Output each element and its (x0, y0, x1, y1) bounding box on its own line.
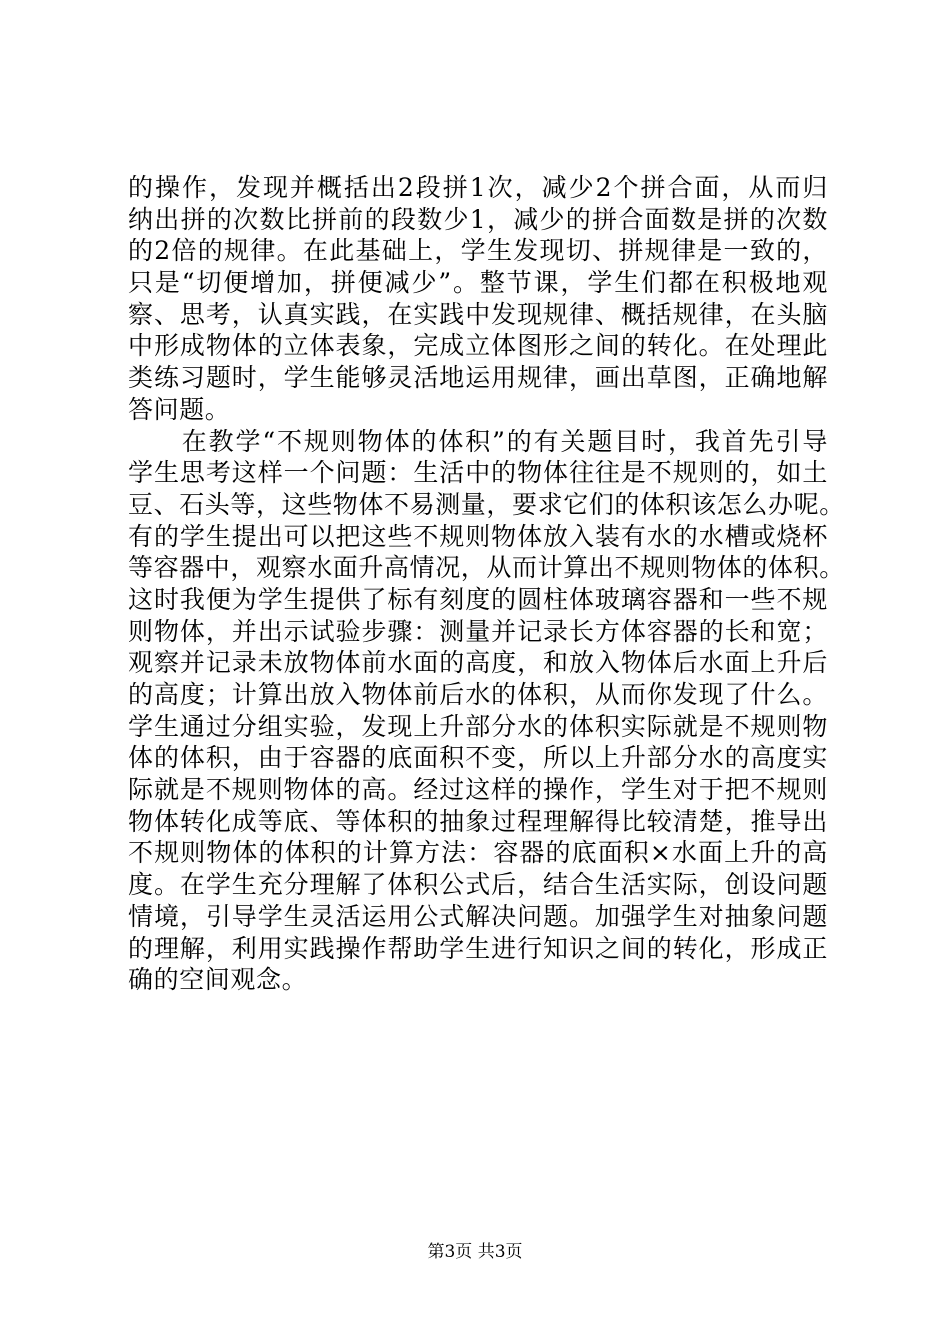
text-line: 的操作，发现并概括出2段拼1次，减少2个拼合面，从而归 (128, 173, 828, 202)
text-line: 的高度；计算出放入物体前后水的体积，从而你发现了什么。 (128, 680, 828, 709)
text-line: 则物体，并出示试验步骤：测量并记录长方体容器的长和宽； (128, 616, 828, 646)
text-line: 确的空间观念。 (128, 965, 308, 995)
text-line: 的理解，利用实践操作帮助学生进行知识之间的转化，形成正 (128, 933, 828, 963)
text-line: 类练习题时，学生能够灵活地运用规律，画出草图，正确地解 (128, 363, 828, 393)
text-line: 在教学“不规则物体的体积”的有关题目时，我首先引导 (128, 426, 828, 456)
text-line: 物体转化成等底、等体积的抽象过程理解得比较清楚，推导出 (128, 806, 828, 836)
text-line: 度。在学生充分理解了体积公式后，结合生活实际，创设问题 (128, 870, 828, 900)
text-line: 答问题。 (128, 394, 231, 424)
page-number-label: 第3页 共3页 (427, 1242, 523, 1262)
text-line: 观察并记录未放物体前水面的高度，和放入物体后水面上升后 (128, 648, 828, 678)
text-line: 中形成物体的立体表象，完成立体图形之间的转化。在处理此 (128, 331, 828, 361)
text-line: 等容器中，观察水面升高情况，从而计算出不规则物体的体积。 (128, 553, 845, 583)
text-line: 学生思考这样一个问题：生活中的物体往往是不规则的，如土 (128, 458, 828, 488)
text-line: 察、思考，认真实践，在实践中发现规律、概括规律，在头脑 (128, 299, 828, 329)
paragraph-2 (128, 426, 845, 996)
body-text (128, 172, 845, 996)
page-footer (0, 1240, 950, 1264)
text-line: 豆、石头等，这些物体不易测量，要求它们的体积该怎么办呢。 (128, 489, 845, 519)
text-line: 不规则物体的体积的计算方法：容器的底面积×水面上升的高 (128, 838, 828, 868)
text-line: 有的学生提出可以把这些不规则物体放入装有水的水槽或烧杯 (128, 521, 828, 551)
text-line: 纳出拼的次数比拼前的段数少1，减少的拼合面数是拼的次数 (128, 204, 828, 234)
text-line: 只是“切便增加，拼便减少”。整节课，学生们都在积极地观 (128, 268, 828, 298)
text-line: 学生通过分组实验，发现上升部分水的体积实际就是不规则物 (128, 711, 828, 741)
paragraph-1 (128, 172, 828, 426)
text-line: 体的体积，由于容器的底面积不变，所以上升部分水的高度实 (128, 743, 828, 773)
text-line: 的2倍的规律。在此基础上，学生发现切、拼规律是一致的， (128, 236, 828, 266)
text-line: 际就是不规则物体的高。经过这样的操作，学生对于把不规则 (128, 775, 828, 805)
text-line: 这时我便为学生提供了标有刻度的圆柱体玻璃容器和一些不规 (128, 584, 828, 614)
text-line: 情境，引导学生灵活运用公式解决问题。加强学生对抽象问题 (128, 901, 828, 931)
